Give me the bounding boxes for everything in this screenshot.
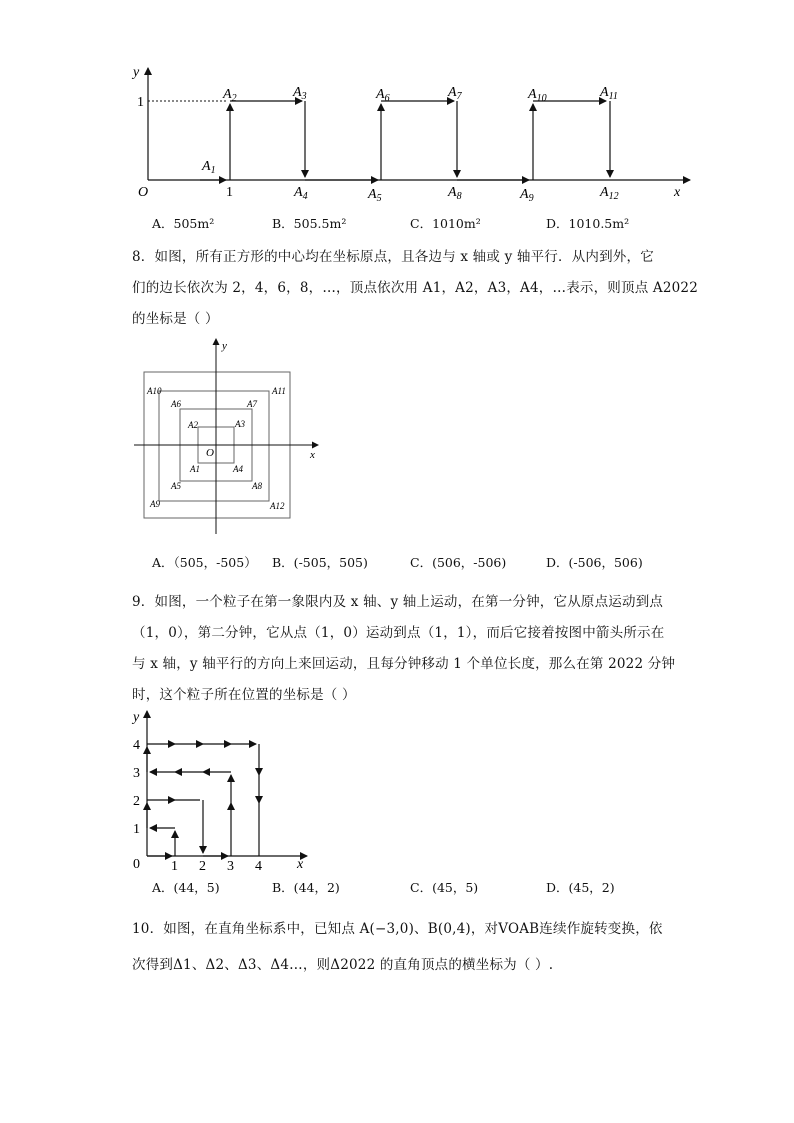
q9-line2: （1，0），第二分钟，它从点（1，0）运动到点（1，1），而后它接着按图中箭头所示在 bbox=[132, 625, 665, 641]
svg-text:4: 4 bbox=[255, 859, 262, 874]
svg-text:A6: A6 bbox=[171, 399, 181, 409]
q8-line3: 的坐标是（ ） bbox=[132, 311, 219, 327]
svg-text:A4: A4 bbox=[233, 464, 243, 474]
svg-text:y: y bbox=[133, 65, 140, 80]
svg-text:A4: $A_4$ bbox=[294, 185, 308, 202]
svg-text:O: O bbox=[206, 447, 214, 459]
q8-option-d[interactable]: D．(-506，506) bbox=[546, 555, 643, 570]
svg-text:A8: $A_8$ bbox=[448, 185, 462, 202]
svg-text:A1: $A_1$ bbox=[202, 159, 216, 176]
svg-text:A3: A3 bbox=[235, 419, 245, 429]
svg-text:3: 3 bbox=[227, 859, 234, 874]
q7-option-b[interactable]: B．505.5m² bbox=[272, 216, 347, 231]
q9-option-c[interactable]: C．(45，5) bbox=[410, 880, 479, 895]
q9-line3: 与 x 轴，y 轴平行的方向上来回运动，且每分钟移动 1 个单位长度，那么在第 2022 分钟 bbox=[132, 656, 676, 672]
q9-line1: 9．如图，一个粒子在第一象限内及 x 轴、y 轴上运动，在第一分钟，它从原点运动到点 bbox=[132, 594, 664, 610]
q9-line4: 时，这个粒子所在位置的坐标是（ ） bbox=[132, 687, 356, 703]
svg-text:A1: A1 bbox=[190, 464, 200, 474]
svg-text:y: y bbox=[222, 340, 227, 352]
svg-text:x: x bbox=[310, 449, 315, 461]
svg-text:3: 3 bbox=[133, 766, 140, 781]
svg-text:A10: A10 bbox=[147, 386, 162, 396]
svg-text:2: 2 bbox=[133, 794, 140, 809]
svg-text:1: 1 bbox=[133, 822, 140, 837]
svg-text:x: x bbox=[674, 185, 681, 200]
figure-path-rectangles bbox=[120, 58, 700, 208]
svg-text:A7: $A_7$ bbox=[448, 85, 462, 102]
svg-text:0: 0 bbox=[133, 857, 140, 872]
svg-text:x: x bbox=[297, 857, 304, 872]
svg-text:A10: $A_{10}$ bbox=[528, 87, 547, 104]
figure-nested-squares bbox=[134, 337, 324, 537]
q8-option-a[interactable]: A．（505，-505） bbox=[152, 555, 257, 570]
svg-text:2: 2 bbox=[199, 859, 206, 874]
q8-option-c[interactable]: C．(506，-506) bbox=[410, 555, 507, 570]
svg-text:A7: A7 bbox=[247, 399, 257, 409]
svg-text:A5: $A_5$ bbox=[368, 187, 382, 204]
svg-text:1: 1 bbox=[137, 95, 144, 110]
svg-text:y: y bbox=[133, 710, 140, 725]
q9-option-d[interactable]: D．(45，2) bbox=[546, 880, 615, 895]
svg-text:A9: A9 bbox=[150, 499, 160, 509]
svg-text:A2: A2 bbox=[188, 420, 198, 430]
q7-option-d[interactable]: D．1010.5m² bbox=[546, 216, 630, 231]
svg-text:A9: $A_9$ bbox=[520, 187, 534, 204]
svg-text:A5: A5 bbox=[171, 481, 181, 491]
svg-text:4: 4 bbox=[133, 738, 140, 753]
q9-option-a[interactable]: A．(44，5) bbox=[152, 880, 220, 895]
q9-option-b[interactable]: B．(44，2) bbox=[272, 880, 340, 895]
q7-option-c[interactable]: C．1010m² bbox=[410, 216, 481, 231]
svg-text:1: 1 bbox=[171, 859, 178, 874]
q10-line1: 10．如图，在直角坐标系中，已知点 A(−3,0)、B(0,4)，对VOAB连续作旋转变换，依 bbox=[132, 921, 663, 937]
svg-text:A11: A11 bbox=[272, 386, 286, 396]
svg-text:A12: $A_{12}$ bbox=[600, 185, 619, 202]
svg-text:A2: $A_2$ bbox=[223, 87, 237, 104]
svg-text:A3: $A_3$ bbox=[293, 85, 307, 102]
svg-text:A12: A12 bbox=[270, 501, 285, 511]
svg-text:1: 1 bbox=[226, 185, 233, 200]
svg-text:A8: A8 bbox=[252, 481, 262, 491]
svg-text:A6: $A_6$ bbox=[376, 87, 390, 104]
q8-line1: 8．如图，所有正方形的中心均在坐标原点，且各边与 x 轴或 y 轴平行．从内到外，它 bbox=[132, 249, 654, 265]
q10-line2: 次得到Δ1、Δ2、Δ3、Δ4…，则Δ2022 的直角顶点的横坐标为（ ）. bbox=[132, 957, 554, 973]
figure-particle-path bbox=[125, 705, 315, 875]
svg-text:O: O bbox=[138, 185, 149, 200]
q8-line2: 们的边长依次为 2，4，6，8，…，顶点依次用 A1，A2，A3，A4，…表示，则顶点 A2022 bbox=[132, 280, 698, 296]
q8-option-b[interactable]: B．(-505，505) bbox=[272, 555, 368, 570]
q7-option-a[interactable]: A．505m² bbox=[152, 216, 215, 231]
svg-text:A11: $A_{11}$ bbox=[600, 85, 618, 102]
